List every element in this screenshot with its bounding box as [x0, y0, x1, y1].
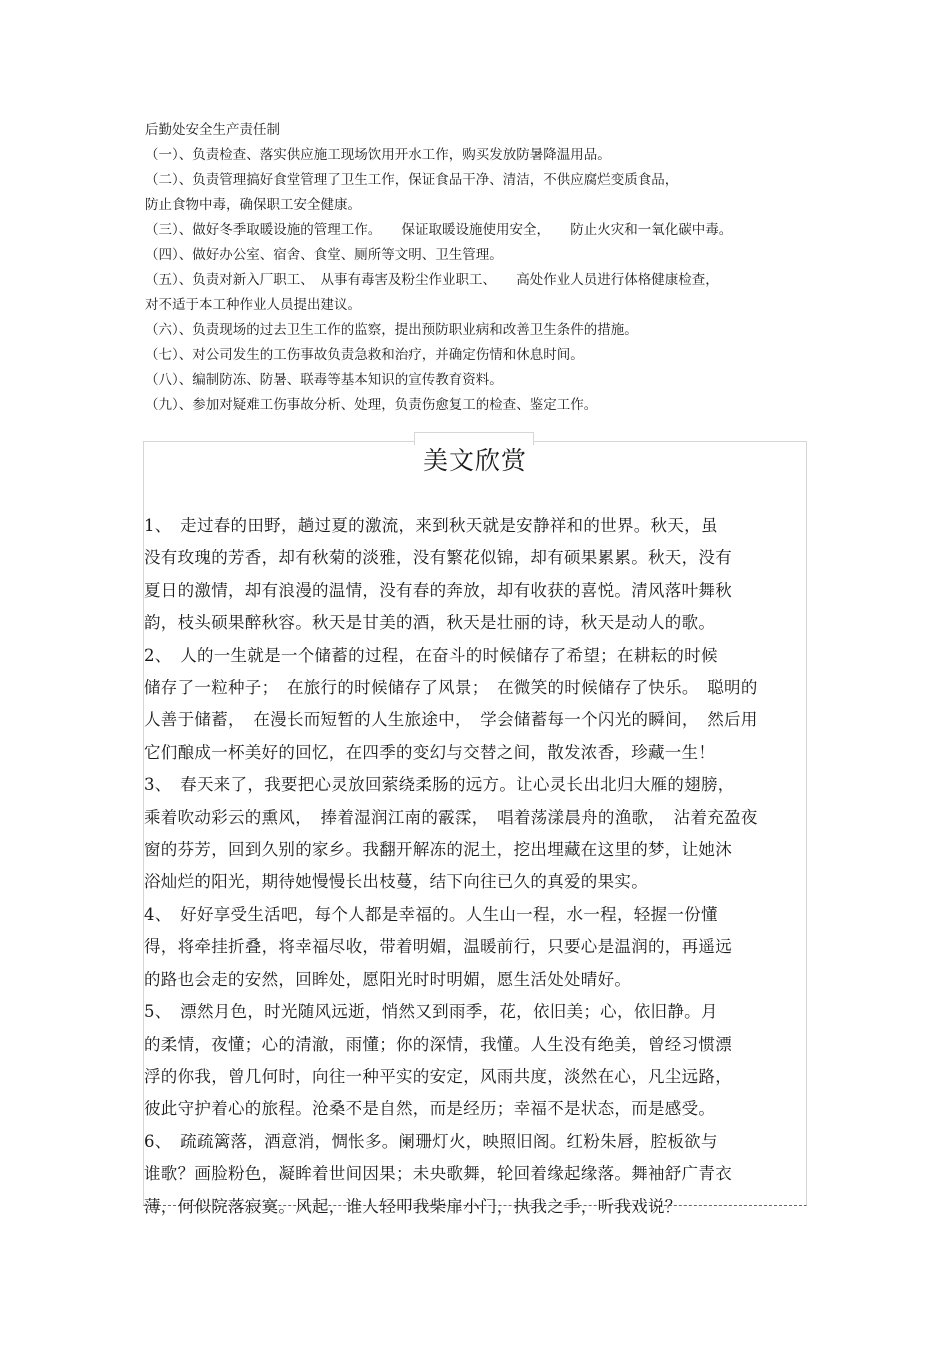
- safety-item: （四）、做好办公室、宿舍、食堂、厕所等文明、卫生管理。: [145, 247, 503, 263]
- essay-line: 1、 走过春的田野，趟过夏的激流，来到秋天就是安静祥和的世界。秋天，虽: [144, 516, 718, 535]
- appreciation-title: 美文欣赏: [422, 446, 527, 475]
- essay-line: 谁歌？画脸粉色，凝眸着世间因果；未央歌舞，轮回着缘起缘落。舞袖舒广青衣: [144, 1164, 732, 1184]
- safety-responsibility-section: [145, 118, 825, 418]
- safety-item: （七）、对公司发生的工伤事故负责急救和治疗，并确定伤情和休息时间。: [145, 347, 584, 363]
- essay-line: 乘着吹动彩云的熏风， 捧着湿润江南的霰霂， 唱着荡漾晨舟的渔歌， 沾着充盈夜: [144, 807, 758, 827]
- safety-item: （一）、负责检查、落实供应施工现场饮用开水工作，购买发放防暑降温用品。: [145, 147, 611, 163]
- safety-item: （八）、编制防冻、防暑、联毒等基本知识的宣传教育资料。: [145, 372, 503, 388]
- safety-item: （五）、负责对新入厂职工、 从事有毒害及粉尘作业职工、 高处作业人员进行体格健康检查，: [145, 272, 719, 288]
- essay-line: 彼此守护着心的旅程。沧桑不是自然，而是经历；幸福不是状态，而是感受。: [144, 1099, 716, 1119]
- essay-line: 浴灿烂的阳光，期待她慢慢长出枝蔓，结下向往已久的真爱的果实。: [144, 872, 648, 892]
- essay-line: 窗的芬芳，回到久别的家乡。我翻开解冻的泥土，挖出埋藏在这里的梦，让她沐: [144, 840, 732, 860]
- essay-line: 没有玫瑰的芳香，却有秋菊的淡雅，没有繁花似锦，却有硕果累累。秋天，没有: [144, 548, 732, 568]
- essay-line: 它们酿成一杯美好的回忆，在四季的变幻与交替之间，散发浓香，珍藏一生！: [144, 742, 716, 762]
- essay-line: 2、 人的一生就是一个储蓄的过程，在奋斗的时候储存了希望；在耕耘的时候: [144, 645, 718, 665]
- essay-line: 得，将牵挂折叠，将幸福尽收，带着明媚，温暖前行，只要心是温润的，再遥远: [144, 937, 732, 957]
- essay-line: 浮的你我，曾几何时，向往一种平实的安定，风雨共度，淡然在心，凡尘远路，: [144, 1066, 732, 1086]
- essay-line: 夏日的激情，却有浪漫的温情，没有春的奔放，却有收获的喜悦。清风落叶舞秋: [144, 580, 732, 600]
- safety-item: （六）、负责现场的过去卫生工作的监察，提出预防职业病和改善卫生条件的措施。: [145, 322, 638, 338]
- essay-line: 储存了一粒种子； 在旅行的时候储存了风景； 在微笑的时候储存了快乐。 聪明的: [144, 678, 758, 698]
- essay-line: 人善于储蓄， 在漫长而短暂的人生旅途中， 学会储蓄每一个闪光的瞬间， 然后用: [144, 710, 758, 730]
- safety-item-continued: 对不适于本工种作业人员提出建议。: [145, 297, 361, 313]
- essay-line: 薄，何似院落寂寞。风起，谁人轻叩我柴扉小门，执我之手，听我戏说？: [144, 1196, 682, 1216]
- appreciation-essays: [144, 510, 808, 1223]
- essay-line: 5、 漂然月色，时光随风远逝，悄然又到雨季，花，依旧美；心，依旧静。月: [144, 1002, 718, 1022]
- safety-item: （九）、参加对疑难工伤事故分析、处理，负责伤愈复工的检查、鉴定工作。: [145, 397, 598, 413]
- safety-item: （三）、做好冬季取暖设施的管理工作。 保证取暖设施使用安全， 防止火灾和一氧化碳中毒。: [145, 222, 733, 238]
- essay-line: 的路也会走的安然，回眸处，愿阳光时时明媚，愿生活处处晴好。: [144, 969, 632, 989]
- essay-line: 的柔情，夜懂；心的清澈，雨懂；你的深情，我懂。人生没有绝美，曾经习惯漂: [144, 1034, 732, 1054]
- safety-title: 后勤处安全生产责任制: [145, 122, 280, 138]
- safety-item: （二）、负责管理搞好食堂管理了卫生工作，保证食品干净、清洁，不供应腐烂变质食品，: [145, 172, 679, 188]
- essay-line: 6、 疏疏篱落，酒意消，惆怅多。阑珊灯火，映照旧阁。红粉朱唇，腔板欲与: [144, 1131, 718, 1151]
- essay-line: 3、 春天来了，我要把心灵放回萦绕柔肠的远方。让心灵长出北归大雁的翅膀，: [144, 775, 735, 795]
- safety-item-continued: 防止食物中毒，确保职工安全健康。: [145, 197, 361, 213]
- essay-line: 韵，枝头硕果醉秋容。秋天是甘美的酒，秋天是壮丽的诗，秋天是动人的歌。: [144, 613, 716, 633]
- essay-line: 4、 好好享受生活吧，每个人都是幸福的。人生山一程，水一程，轻握一份懂: [144, 904, 718, 924]
